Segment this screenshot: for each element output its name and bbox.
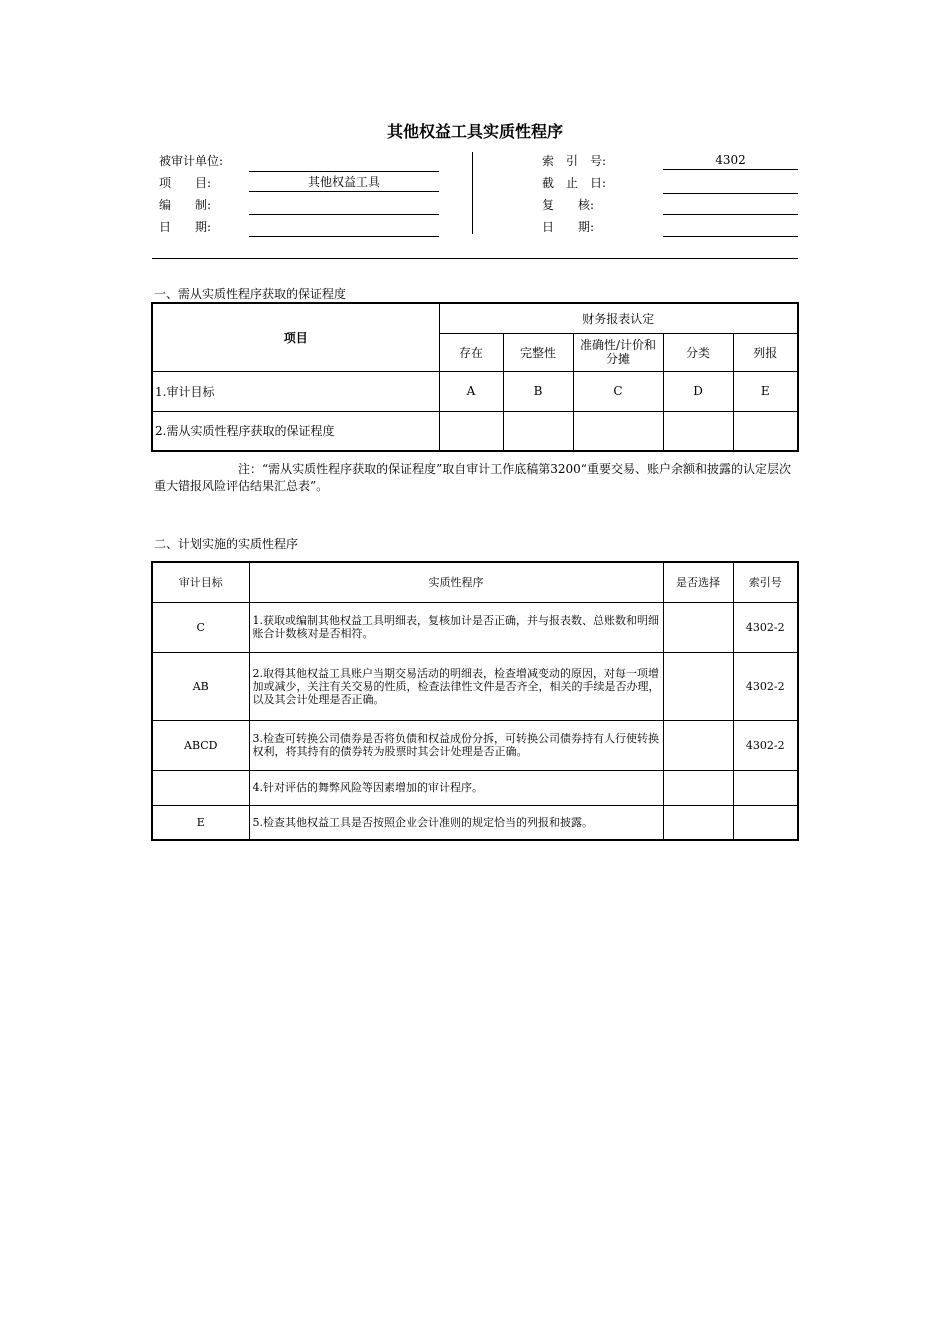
assertion-completeness: 完整性	[503, 333, 573, 371]
header-cutoff-field[interactable]	[663, 176, 798, 194]
table-row	[152, 770, 798, 805]
header-review-field[interactable]	[663, 197, 798, 215]
header-item-field[interactable]: 其他权益工具	[249, 174, 439, 192]
row-index	[733, 770, 798, 805]
assertion-classification: 分类	[663, 333, 733, 371]
assurance-cell[interactable]	[663, 411, 733, 451]
assertion-presentation: 列报	[733, 333, 798, 371]
col-header-selected: 是否选择	[663, 562, 733, 602]
col-header-index: 索引号	[733, 562, 798, 602]
row-assurance-label: 2.需从实质性程序获取的保证程度	[152, 411, 439, 451]
header-label-prepared: 编 制:	[159, 198, 212, 212]
row-selected[interactable]	[663, 720, 733, 770]
row-selected[interactable]	[663, 805, 733, 840]
table-row	[152, 652, 798, 720]
objective-b: B	[503, 371, 573, 411]
row-procedure: 3.检查可转换公司债券是否将负债和权益成份分拆，可转换公司债券持有人行使转换权利，将其持有的债券转为股票时其会计处理是否正确。	[249, 720, 663, 770]
item-header: 项目	[152, 303, 439, 371]
section1-note: 注：“需从实质性程序获取的保证程度”取自审计工作底稿第3200“重要交易、账户余额和披露的认定层次重大错报风险评估结果汇总表”。	[154, 462, 791, 493]
row-goal: C	[152, 602, 249, 652]
assurance-cell[interactable]	[733, 411, 798, 451]
header-index-field[interactable]: 4302	[663, 152, 798, 170]
col-header-procedure: 实质性程序	[249, 562, 663, 602]
table-row	[152, 805, 798, 840]
row-audit-objective-label: 1.审计目标	[152, 371, 439, 411]
section1-heading: 一、需从实质性程序获取的保证程度	[154, 287, 347, 301]
section2-heading: 二、计划实施的实质性程序	[154, 537, 299, 551]
row-index: 4302-2	[733, 602, 798, 652]
header-entity-field[interactable]	[249, 154, 439, 172]
row-procedure: 4.针对评估的舞弊风险等因素增加的审计程序。	[249, 770, 663, 805]
row-goal: E	[152, 805, 249, 840]
header-prepared-field[interactable]	[249, 197, 439, 215]
row-selected[interactable]	[663, 652, 733, 720]
header-label-cutoff: 截 止 日:	[542, 176, 607, 190]
row-procedure: 1.获取或编制其他权益工具明细表，复核加计是否正确，并与报表数、总账数和明细账合计数核对是否相符。	[249, 602, 663, 652]
header-label-date: 日 期:	[159, 220, 212, 234]
header-review-date-field[interactable]	[663, 219, 798, 237]
row-selected[interactable]	[663, 602, 733, 652]
assurance-cell[interactable]	[573, 411, 663, 451]
row-index	[733, 805, 798, 840]
row-selected[interactable]	[663, 770, 733, 805]
row-index: 4302-2	[733, 652, 798, 720]
table-row	[152, 720, 798, 770]
objective-d: D	[663, 371, 733, 411]
assurance-table	[151, 302, 799, 452]
assurance-cell[interactable]	[503, 411, 573, 451]
row-procedure: 5.检查其他权益工具是否按照企业会计准则的规定恰当的列报和披露。	[249, 805, 663, 840]
assurance-cell[interactable]	[439, 411, 503, 451]
assertion-group-header: 财务报表认定	[439, 303, 798, 333]
assertion-accuracy: 准确性/计价和分摊	[573, 333, 663, 371]
table-row	[152, 602, 798, 652]
row-goal: ABCD	[152, 720, 249, 770]
objective-c: C	[573, 371, 663, 411]
row-goal	[152, 770, 249, 805]
objective-a: A	[439, 371, 503, 411]
page-title: 其他权益工具实质性程序	[386, 122, 563, 141]
row-procedure: 2.取得其他权益工具账户当期交易活动的明细表，检查增减变动的原因，对每一项增加或减少，关注有关交易的性质，检查法律性文件是否齐全，相关的手续是否办理，以及其会计处理是否正确。	[249, 652, 663, 720]
row-goal: AB	[152, 652, 249, 720]
header-rule	[152, 258, 798, 259]
assertion-existence: 存在	[439, 333, 503, 371]
header-label-entity: 被审计单位:	[159, 154, 224, 168]
header-divider	[472, 152, 473, 234]
col-header-goal: 审计目标	[152, 562, 249, 602]
header-label-review: 复 核:	[542, 198, 595, 212]
header-date-field[interactable]	[249, 219, 439, 237]
header-label-item: 项 目:	[159, 176, 212, 190]
header-label-review-date: 日 期:	[542, 220, 595, 234]
objective-e: E	[733, 371, 798, 411]
procedures-table	[151, 561, 799, 841]
header-label-index: 索 引 号:	[542, 154, 607, 168]
row-index: 4302-2	[733, 720, 798, 770]
